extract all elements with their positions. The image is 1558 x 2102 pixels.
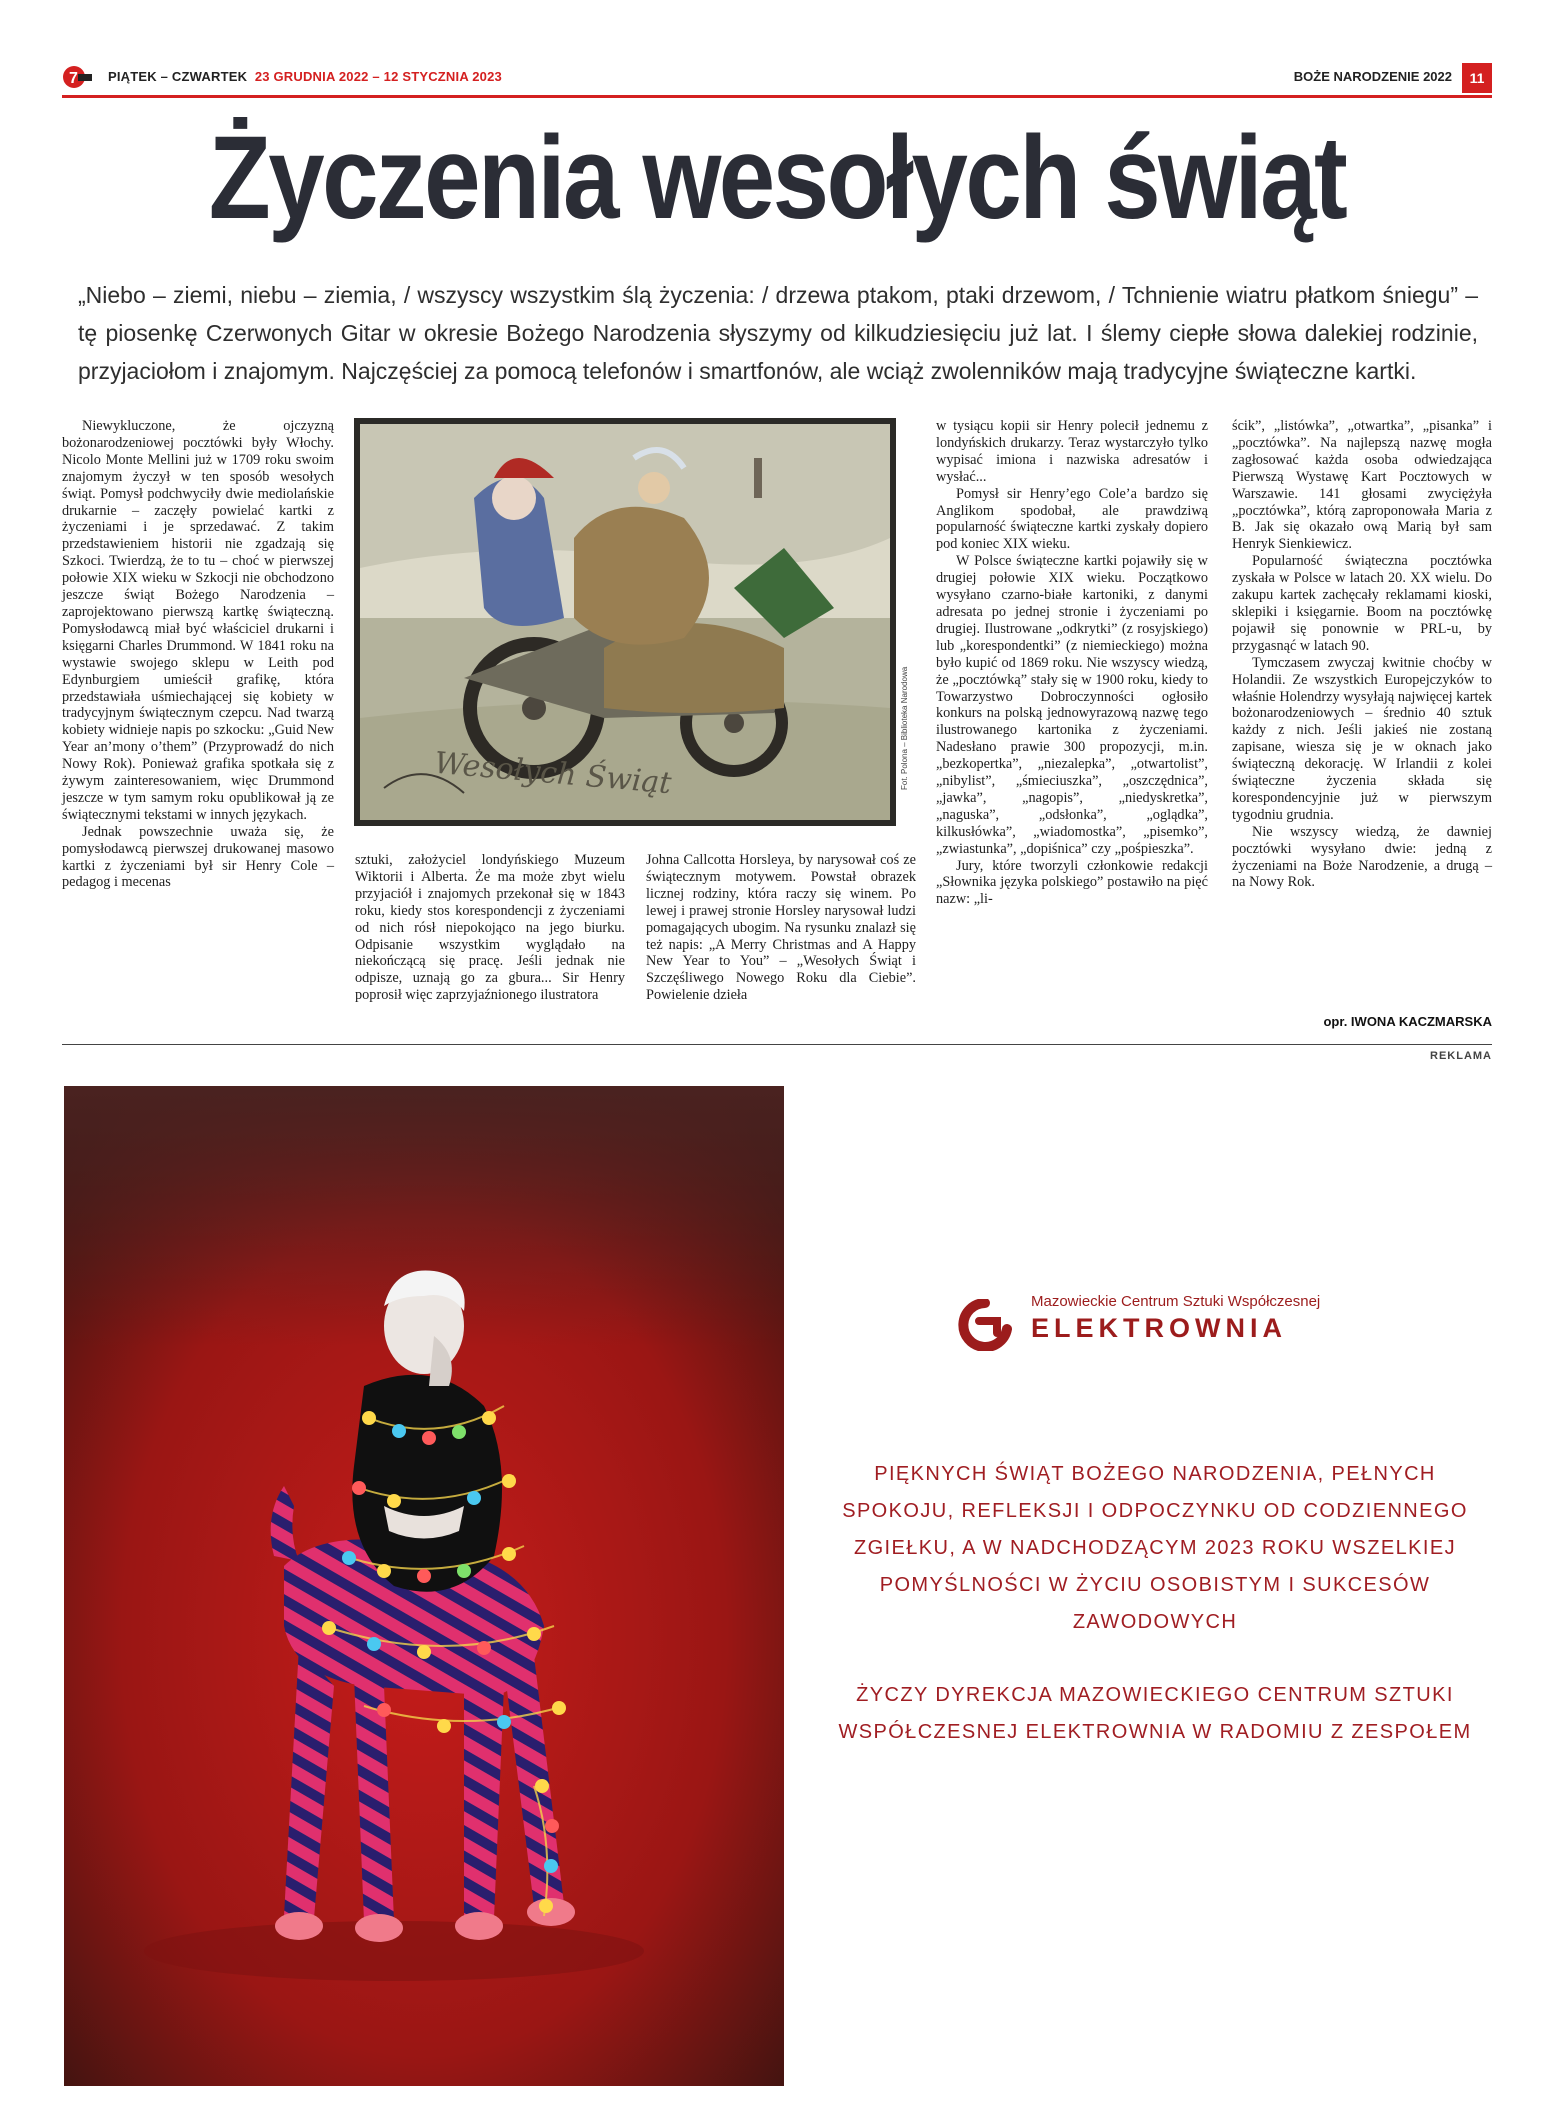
ad-greeting: PIĘKNYCH ŚWIĄT BOŻEGO NARODZENIA, PEŁNYCH SPOKOJU, REFLEKSJI I ODPOCZYNKU OD CODZIENNEGO ZGIEŁKU, A W NADCHODZĄCYM 2023 ROKU WSZELKIEJ POMYŚLNOŚCI W ŻYCIU OSOBISTYM I SUKCESÓW ZAWODOWYCH [842, 1463, 1468, 1633]
paragraph: ścik”, „listówka”, „otwartka”, „pisanka” i „pocztówka”. Na najlepszą nazwę mogła zagłosować każda osoba odwiedzająca Pierwszą Wystawę Kart Pocztowych w Warszawie. 141 głosami zwyciężyła „pocztówka”, którą zaproponowała Maria z B. Jak się okazało ową Marią był sam Henryk Sienkiewicz. [1232, 418, 1492, 553]
issue-dates: PIĄTEK – CZWARTEK 23 GRUDNIA 2022 – 12 STYCZNIA 2023 [108, 69, 502, 84]
article-column-1 [62, 418, 334, 891]
advertisement-label: REKLAMA [1430, 1050, 1492, 1062]
paragraph: W Polsce świąteczne kartki pojawiły się w drugiej połowie XIX wieku. Początkowo wysyłano czarno-białe kartoniki, z danymi adresata po jednej stronie i życzeniami po drugiej. Ilustrowane „odkrytki” (z rosyjskiego) lub „korespondentki” (z niemieckiego) można było kupić od 1869 roku. Nie wszyscy wiedzą, że „pocztówką” stały się w 1900 roku, kiedy to Towarzystwo Dobroczynności ogłosiło konkurs na polską jednowyrazową nazwę tego ilustrowanego kartonika z życzeniami. Nadesłano prawie 300 propozycji, m.in. „bezkopertka”, „niezalepka”, „otwartolist”, „nibylist”, „śmieciuszka”, „oszczędnica”, „jawka”, „nagopis”, „niedyskretka”, „naguska”, „odsłonka”, „oglądka”, kilkusłówka”, „wiadomostka”, „pisemko”, „zwiastunka”, „dopiśnica” czy „pośpieszka”. [936, 553, 1208, 857]
paragraph: sztuki, założyciel londyńskiego Muzeum Wiktorii i Alberta. Że ma może zbyt wielu przyjaciół i znajomych przekonał się w 1843 roku, kiedy stos korespondencji z życzeniami od nich rósł niepokojąco na jego biurku. Odpisanie wszystkim wyglądało na niekończącą się pracę. Jeśli jednak nie odpisze, uznają go za gbura... Sir Henry poprosił więc zaprzyjaźnionego ilustratora [355, 852, 625, 1004]
paragraph: Tymczasem zwyczaj kwitnie choćby w Holandii. Ze wszystkich Europejczyków to właśnie Holendrzy wysyłają najwięcej kartek bożonarodzeniowych – średnio 40 sztuk każdy z nich. Jeśli jakieś nie zostaną zapisane, wiesza się je w oknach jako świąteczną dekorację. W Irlandii z kolei świąteczne życzenia składa się korespondencyjnie już w pierwszym tygodniu grudnia. [1232, 654, 1492, 823]
article-column-5 [1232, 418, 1492, 891]
elektrownia-icon [955, 1299, 1015, 1351]
article-column-3 [646, 852, 916, 1004]
paragraph: Niewykluczone, że ojczyzną bożonarodzeniowej pocztówki były Włochy. Nicolo Monte Mellini już w 1709 roku swoim znajomym życzył w ten sposób wesołych świąt. Pomysł podchwyciły dwie mediolańskie drukarnie – zaczęły powielać kartki z życzeniami i je sprzedawać. Z takim przedstawieniem historii nie zgadzają się Szkoci. Twierdzą, że to tu – choć w pierwszej połowie XIX wieku w Szkocji nie obchodzono jeszcze świąt Bożego Narodzenia – zaprojektowano pierwszą kartkę świąteczną. Pomysłodawcą miał być właściciel drukarni i księgarni Charles Drummond. W 1841 roku na wystawie swojego sklepu w Leith pod Edynburgiem umieścił grafikę, która przedstawiała uśmiechającej się kobiety w tradycyjnym świątecznym czepcu. Nad twarzą kobiety widnieje napis po szkocku: „Guid New Year an’mony o’them” (Przyprowadź do nich Nowy Rok). Ponieważ grafika spotkała się z żywym zainteresowaniem, więc Drummond jeszcze w tym samym roku opublikował ją ze świątecznymi tekstami w innych językach. [62, 418, 334, 823]
org-name-small: Mazowieckie Centrum Sztuki Współczesnej [1031, 1293, 1321, 1310]
page-number: 11 [1462, 63, 1492, 93]
article-title: Życzenia wesołych świąt [208, 112, 1346, 244]
postcard-caption: Wesołych Świąt [432, 745, 673, 802]
photo-credit: Fot. Polona – Biblioteka Narodowa [900, 666, 909, 790]
article-column-4 [936, 418, 1208, 908]
article-lead: „Niebo – ziemi, niebu – ziemia, / wszyscy wszystkim ślą życzenia: / drzewa ptakom, ptaki drzewom, / Tchnienie wiatru płatkom śniegu” – tę piosenkę Czerwonych Gitar w okresie Bożego Narodzenia słyszymy od kilkudziesięciu już lat. I ślemy ciepłe słowa dalekiej rodzinie, przyjaciołom i znajomym. Najczęściej za pomocą telefonów i smartfonów, ale wciąż zwolenników mają tradycyjne świąteczne kartki. [78, 282, 1478, 384]
svg-text:7: 7 [69, 70, 78, 87]
org-name-big: ELEKTROWNIA [1031, 1313, 1287, 1343]
advertisement-image [64, 1086, 784, 2086]
ad-signature: ŻYCZY DYREKCJA MAZOWIECKIEGO CENTRUM SZTUKI WSPÓŁCZESNEJ ELEKTROWNIA W RADOMIU Z ZESPOŁEM [838, 1684, 1472, 1743]
section-title: BOŻE NARODZENIE 2022 [1293, 69, 1452, 84]
paragraph: Johna Callcotta Horsleya, by narysował coś ze świątecznym motywem. Powstał obrazek licznej rodziny, która raczy się winem. Po lewej i prawej stronie Horsley narysował ludzi pomagających ubogim. Na rysunku znalazł się też napis: „A Merry Christmas and A Happy New Year to You” – „Wesołych Świąt i Szczęśliwego Nowego Roku dla Ciebie”. Powielenie dzieła [646, 852, 916, 1004]
advertisement-text [830, 1456, 1480, 1787]
elektrownia-logo [955, 1293, 1355, 1353]
paragraph: Pomysł sir Henry’ego Cole’a bardzo się Anglikom spodobał, ale prawdziwą popularność świąteczne kartki zyskały dopiero pod koniec XIX wieku. [936, 485, 1208, 553]
article-column-2 [355, 852, 625, 1004]
paragraph: Popularność świąteczna pocztówka zyskała w Polsce w latach 20. XX wielu. Do zakupu kartek zachęcały reklamami kioski, sklepiki i księgarnie. Boom na pocztówkę pojawił się ponownie w PRL-u, by przygasnąć w latach 90. [1232, 553, 1492, 654]
paragraph: Jury, które tworzyli członkowie redakcji „Słownika języka polskiego” postawiło na pięć nazw: „li- [936, 857, 1208, 908]
section-divider [62, 1044, 1492, 1045]
vintage-postcard-photo [354, 418, 896, 826]
author-byline: opr. IWONA KACZMARSKA [1323, 1014, 1492, 1029]
paragraph: Jednak powszechnie uważa się, że pomysłodawcą pierwszej drukowanej masowo kartki z życzeniami był sir Henry Cole – pedagog i mecenas [62, 823, 334, 891]
paragraph: Nie wszyscy wiedzą, że dawniej pocztówki wysyłano dwie: jedną z życzeniami na Boże Narodzenie, a drugą – na Nowy Rok. [1232, 823, 1492, 891]
paragraph: w tysiącu kopii sir Henry polecił jednemu z londyńskich drukarzy. Teraz wystarczyło tylko wypisać imiona i nazwiska adresatów i wysłać... [936, 418, 1208, 485]
newspaper-logo-icon [62, 65, 92, 89]
page-header [62, 63, 1492, 98]
